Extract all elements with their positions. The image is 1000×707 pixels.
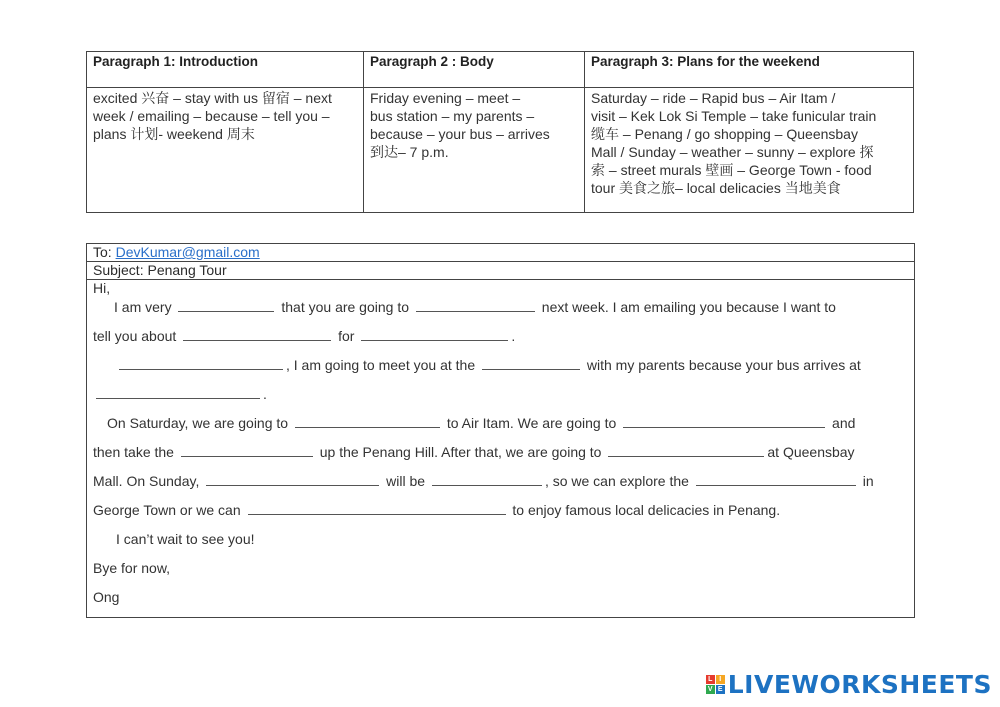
text: will be [386,473,426,489]
liveworksheets-brand[interactable] [706,670,992,699]
plan-line: Friday evening – meet – [370,90,521,106]
blank-visit-input[interactable] [623,415,825,428]
blank-food-tour-input[interactable] [248,502,506,515]
plan-line: 缆车 – Penang / go shopping – Queensbay [591,126,858,142]
sign-off: Bye for now, [93,560,171,576]
text: Mall. On Sunday, [93,473,200,489]
plan-cell-body [364,88,585,212]
text: . [263,386,267,402]
plan-line: Mall / Sunday – weather – sunny – explore 探 [591,144,874,160]
text: . [511,328,516,344]
plan-header-weekend: Paragraph 3: Plans for the weekend [585,52,913,88]
body-line [93,444,855,460]
blank-ride-input[interactable] [295,415,440,428]
email-form [86,243,915,618]
plan-cell-weekend [585,88,913,212]
text: at Queensbay [767,444,855,460]
text: On Saturday, we are going to [107,415,289,431]
brand-name: LIVEWORKSHEETS [727,670,992,699]
body-line [93,386,267,402]
closing-line: I can’t wait to see you! [116,531,255,547]
blank-friday-input[interactable] [119,357,283,370]
body-line [93,328,515,344]
text: to enjoy famous local delicacies in Penang. [512,502,781,518]
plan-line: Saturday – ride – Rapid bus – Air Itam / [591,90,836,106]
blank-shopping-input[interactable] [608,444,764,457]
text: tell you about [93,328,177,344]
text: to Air Itam. We are going to [446,415,617,431]
to-label: To: [93,244,112,260]
logo-letter: E [716,685,725,694]
text: George Town or we can [93,502,241,518]
body-line [93,473,874,489]
text: then take the [93,444,174,460]
text: with my parents because your bus arrives at [586,357,861,373]
liveworksheets-logo-icon [706,675,725,694]
to-email-link[interactable]: DevKumar@gmail.com [115,244,260,260]
blank-excited-input[interactable] [178,299,274,312]
blank-station-input[interactable] [482,357,580,370]
blank-murals-input[interactable] [696,473,856,486]
text: and [832,415,856,431]
plan-line: because – your bus – arrives [370,126,550,142]
text: , I am going to meet you at the [286,357,476,373]
plan-line: 索 – street murals 壁画 – George Town - food [591,162,872,178]
text: next week. I am emailing you because I want to [541,299,836,315]
blank-sunny-input[interactable] [432,473,542,486]
plan-line: tour 美食之旅– local delicacies 当地美食 [591,180,841,196]
email-subject-row: Subject: Penang Tour [87,262,914,280]
body-line [93,502,780,518]
text: in [862,473,874,489]
logo-letter: I [716,675,725,684]
plan-line: bus station – my parents – [370,108,535,124]
blank-weather-input[interactable] [206,473,379,486]
text: for [338,328,355,344]
signature-name: Ong [93,589,120,605]
plan-line: visit – Kek Lok Si Temple – take funicular train [591,108,877,124]
blank-stay-input[interactable] [416,299,535,312]
text: up the Penang Hill. After that, we are going to [319,444,602,460]
plan-header-intro: Paragraph 1: Introduction [87,52,364,88]
email-to-row [87,244,914,262]
text: that you are going to [281,299,410,315]
body-line [114,299,836,315]
logo-letter: L [706,675,715,684]
plan-line: excited 兴奋 – stay with us 留宿 – next [93,90,332,106]
plan-header-body: Paragraph 2 : Body [364,52,585,88]
blank-weekend-input[interactable] [361,328,508,341]
greeting: Hi, [93,280,111,296]
plan-line: plans 计划- weekend 周末 [93,126,255,142]
plan-line: 到达– 7 p.m. [370,144,449,160]
blank-plans-input[interactable] [183,328,331,341]
text: I am very [114,299,172,315]
planning-table [86,51,914,213]
plan-cell-intro [87,88,364,212]
logo-letter: V [706,685,715,694]
text: , so we can explore the [544,473,689,489]
blank-train-input[interactable] [181,444,313,457]
plan-line: week / emailing – because – tell you – [93,108,330,124]
blank-time-input[interactable] [96,386,260,399]
body-line [107,415,855,431]
body-line [116,357,861,373]
